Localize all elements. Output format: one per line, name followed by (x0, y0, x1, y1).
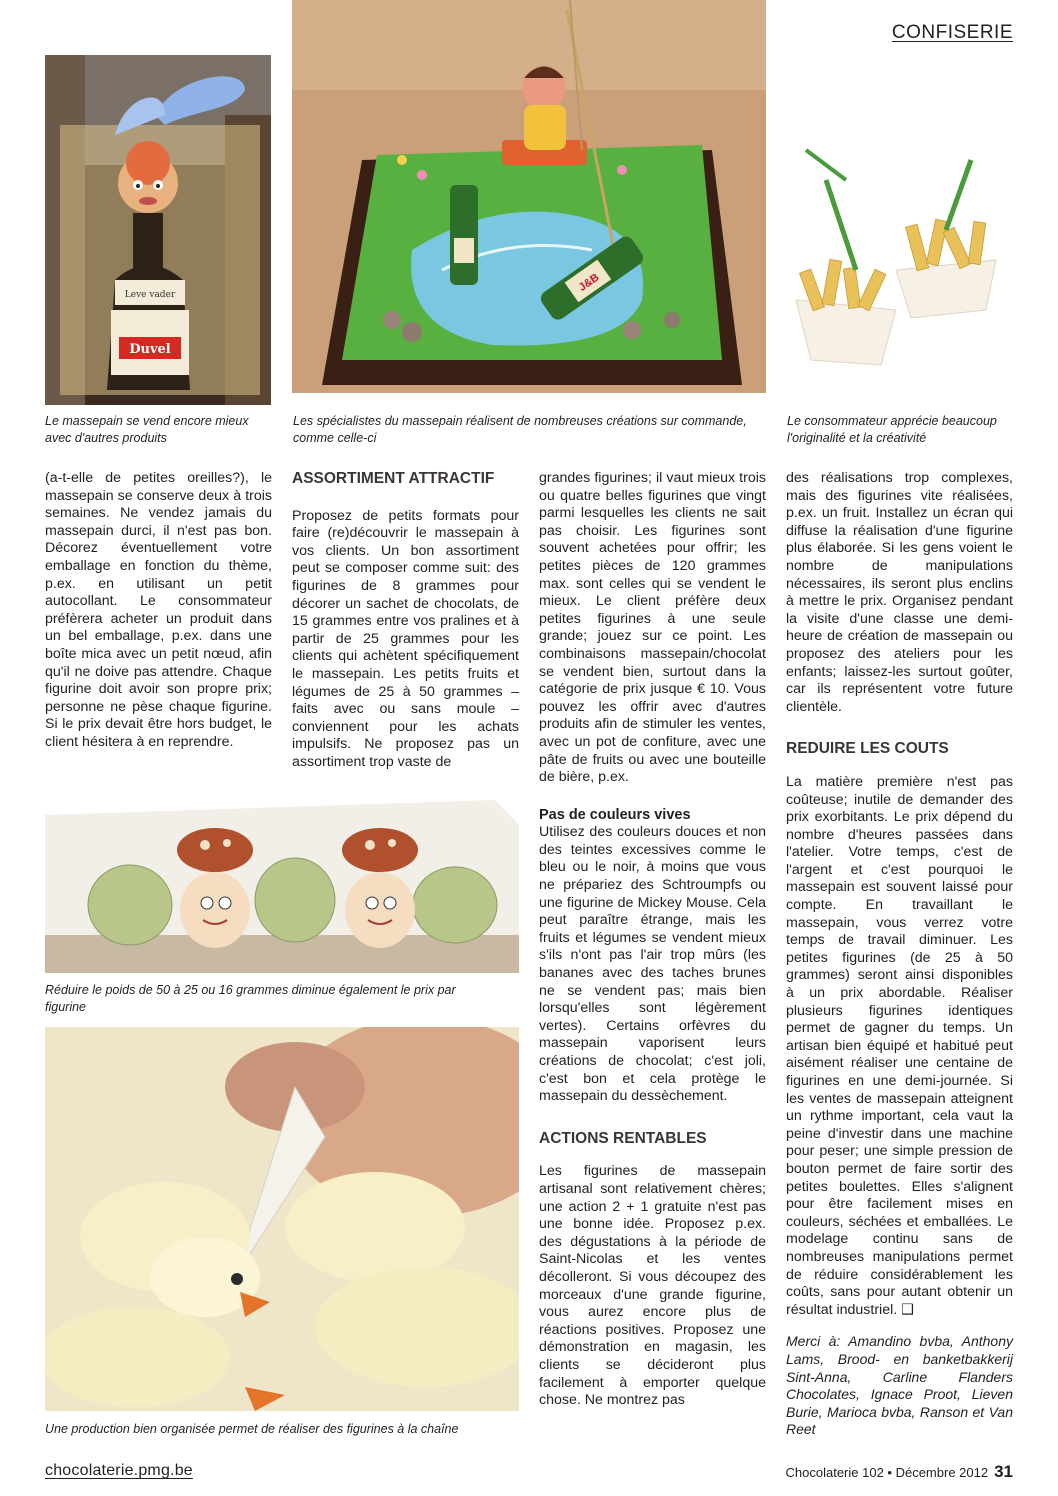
photo-piping-production (45, 1027, 519, 1411)
beer-tag-text: Leve vader (124, 290, 176, 300)
photo-beer-bottle (45, 55, 271, 405)
photo-mushroom-figurines (45, 795, 519, 973)
heading-actions: ACTIONS RENTABLES (539, 1129, 707, 1147)
column-2 (292, 470, 519, 772)
caption-mushrooms: Réduire le poids de 50 à 25 ou 16 grammes diminue également le prix par figurine (45, 983, 456, 1014)
col3-text-3: Les figurines de massepain artisanal sont relativement chères; une action 2 + 1 gratuite n'est pas une bonne idée. Proposez p.ex. des dégustations à la période de Saint-Nicolas et les ventes décolleront. Si vous découpez des morceaux d'une grande figurine, vous aurez encore plus de réactions positives. Proposez une démonstration en magasin, les clients se décideront plus facilement à emporter quelque chose. Ne montrez pas (539, 1163, 766, 1409)
heading-couts: REDUIRE LES COUTS (786, 740, 949, 758)
col4-text-2 (786, 774, 1013, 1319)
col4-text-1: des réalisations trop complexes, mais des figurines vite réalisées, p.ex. un fruit. Installez un écran qui diffuse la réalisation d'une figurine plus élaborée. Si les gens voient le nombre de manipulations nécessaires, ils seront plus enclins à mettre le prix. Organisez pendant la visite d'une classe une demi-heure de création de massepain ou proposez des ateliers pour les enfants; laissez-les surtout goûter, car ils représentent votre future clientèle. (786, 470, 1013, 715)
photo-marzipan-fries (786, 120, 1014, 370)
column-3 (539, 470, 766, 1410)
column-4 (786, 470, 1013, 1439)
col3-text-2: Utilisez des couleurs douces et non des teintes excessives comme le bleu ou le noir, à moins que vous ne prépariez des Schtroumpfs ou une figurine de Mickey Mouse. Cela peut paraître étrange, mais les fruits et légumes se vendent mieux s'ils n'ont pas l'air trop mûrs (les bananes avec des taches brunes ne se vendent pas; mais bien lorsqu'elles sont légèrement vertes). Certains orfèvres du massepain vaporisent leurs créations de chocolat; c'est joli, c'est bon et cela protège le massepain du dessèchement. (539, 824, 766, 1105)
footer-website-link[interactable]: chocolaterie.pmg.be (45, 1462, 193, 1479)
bottle-brand-text: J&B (576, 271, 602, 294)
caption-fishing: Les spécialistes du massepain réalisent de nombreuses créations sur commande, comme celle-ci (293, 414, 747, 445)
col3-text-1: grandes figurines; il vaut mieux trois ou quatre belles figurines que vingt parmi lesquelles les clients ne sait pas choisir. Les figurines sont souvent achetées pour offrir; les petites pièces de 120 grammes max. sont celles qui se vendent le mieux. Le client préfère deux petites figurines à une seule grande; jouez sur ce point. Les combinaisons massepain/chocolat se vendent bien, surtout dans la catégorie de prix jusque € 10. Vous pouvez les offrir avec d'autres produits afin de stimuler les ventes, avec un pot de confiture, avec une pâte de fruits ou avec une bouteille de bière, p.ex. (539, 470, 766, 786)
column-1 (45, 470, 272, 752)
footer-issue (786, 1462, 1013, 1482)
thanks-text: Merci à: Amandino bvba, Anthony Lams, Brood- en banketbakkerij Sint-Anna, Carline Flanders Chocolates, Ignace Proot, Lieven Burie, Marioca bvba, Ranson et Van Reet (786, 1333, 1013, 1438)
col1-text: (a-t-elle de petites oreilles?), le massepain se conserve deux à trois semaines. Ne vendez jamais du massepain durci, il n'est pas bon. Décorez éventuellement votre emballage en fonction du thème, p.ex. en utilisant un petit autocollant. Le consommateur préfèrera acheter un produit dans un bel emballage, p.ex. dans une boîte mica avec un petit nœud, afin qu'il ne doive pas attendre. Chaque figurine doit avoir son propre prix; personne ne pèse chaque figurine. Si le prix devait être hors budget, le client hésitera à en reprendre. (45, 470, 272, 750)
caption-beer: Le massepain se vend encore mieux avec d'autres produits (45, 414, 249, 445)
caption-piping: Une production bien organisée permet de réaliser des figurines à la chaîne (45, 1422, 459, 1436)
beer-brand-text: Duvel (129, 342, 171, 357)
footer-issue-text: Chocolaterie 102 • Décembre 2012 (785, 1465, 989, 1480)
heading-assortiment: ASSORTIMENT ATTRACTIF (292, 470, 495, 487)
photo-fishing-cake (292, 0, 766, 393)
col2-text: Proposez de petits formats pour faire (re)découvrir le massepain à vos clients. Un bon assortiment peut se composer comme suit: des figurines de 8 grammes pour décorer un sachet de chocolats, de 15 grammes entre vos pralines et à partir de 25 grammes pour les clients qui achètent spécifiquement le massepain. Les petits fruits et légumes de 25 à 50 grammes – faits avec ou sans moule – conviennent pour les achats impulsifs. Ne proposez pas un assortiment trop vaste de (292, 507, 519, 770)
subheading-couleurs: Pas de couleurs vives (539, 806, 691, 823)
section-label: CONFISERIE (891, 22, 1013, 43)
end-mark-icon: ❑ (901, 1301, 914, 1318)
caption-fries: Le consommateur apprécie beaucoup l'originalité et la créativité (787, 414, 997, 445)
page-number: 31 (994, 1462, 1013, 1481)
col4-text-2-body: La matière première n'est pas coûteuse; inutile de demander des prix exorbitants. Le prix dépend du nombre d'heures passées dans l'atelier. Votre temps, c'est de l'argent et c'est pourquoi le massepain est souvent laissé pour compte. En travaillant le massepain, vous verrez votre temps de travail diminuer. Les petites figurines (de 25 à 50 grammes) seront ainsi disponibles à un prix abordable. Réaliser plusieurs figurines identiques permet de gagner du temps. Un artisan bien équipé et habitué peut aisément réaliser une centaine de figurines en une demi-journée. Si les ventes de massepain atteignent un rythme important, cela vaut la peine d'investir dans une machine pour peser; une simple pression de bouton permet de faire sortir des petites boulettes. Elles s'alignent pour être facilement mises en couleurs, séchées et emballées. Le modelage continu sans de nombreuses manipulations permet de réduire considérablement les coûts, sans pour autant obtenir un résultat industriel. (786, 773, 1013, 1318)
